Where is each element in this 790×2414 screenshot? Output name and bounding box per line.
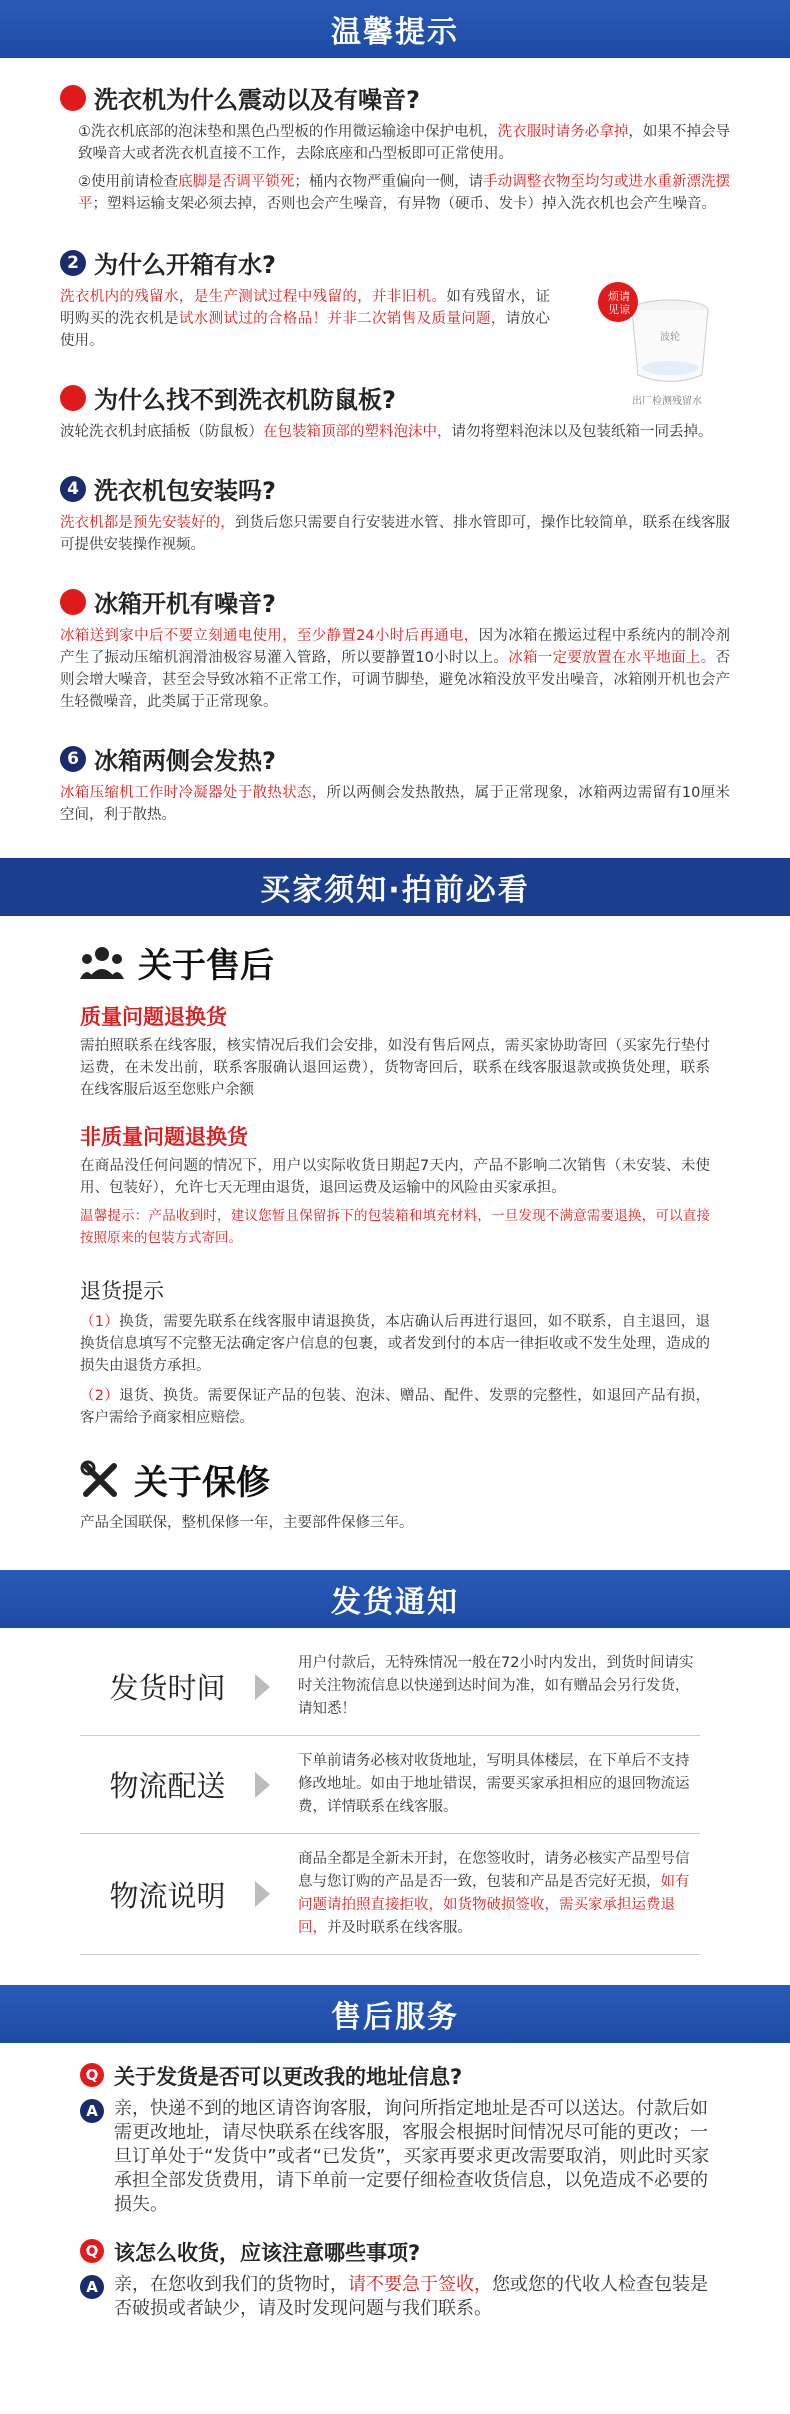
- highlight: 底脚是否调平锁死: [178, 174, 295, 190]
- text: ，如果不掉会导致噪音大或者洗衣机直接不工作，去除底座和凸型板即可正常使用。: [78, 124, 731, 162]
- shipping-label: 发货时间: [109, 1671, 226, 1705]
- text: 并及时联系在线客服。: [327, 1920, 472, 1936]
- shipping-text: 下单前请务必核对收货地址，写明具体楼层，在下单后不支持修改地址。如由于地址错误，需要买家承担相应的退回物流运费，详情联系在线客服。: [298, 1753, 690, 1815]
- residual-water-illustration: [590, 280, 730, 410]
- non-quality-return-text: 在商品没任何问题的情况下，用户以实际收货日期起7天内，产品不影响二次销售（未安装、未使用、包装好），允许七天无理由退货，退回运费及运输中的风险由买家承担。: [80, 1158, 710, 1196]
- shipping-time-row: [80, 1638, 700, 1736]
- aftersale-banner-title: 售后服务: [331, 2000, 459, 2035]
- text: ；塑料运输支架必须去掉，否则也会产生噪音，有异物（硬币、发卡）掉入洗衣机也会产生噪音。: [92, 196, 716, 212]
- tank-caption: 出厂检测残留水: [632, 396, 702, 407]
- answer-text: [114, 2273, 710, 2321]
- text: 到货后您只需要自行安装进水管、排水管即可，操作比较简单，联系在线客服可提供安装操作视频。: [60, 515, 731, 553]
- shipping-text: 用户付款后，无特殊情况一般在72小时内发出，到货时间请实时关注物流信息以快递到达时间为准，如有赠品会另行发货，请知悉！: [298, 1655, 694, 1717]
- highlight: 在包装箱顶部的塑料泡沫中，: [263, 424, 452, 440]
- highlight: 如有问题请拍照直接拒收，如货物破损签收，需买家承担运费退回，: [298, 1874, 690, 1936]
- faq-answer: [80, 2273, 710, 2321]
- after-sales-title: 关于售后: [138, 946, 274, 986]
- buyer-banner: [0, 858, 790, 916]
- tip-5-para: [60, 625, 730, 713]
- text: 请放心使用。: [60, 311, 550, 349]
- tip-1-para-2: [60, 171, 730, 215]
- highlight: 手动调整衣物至均匀或进水重新漂洗摆平: [78, 174, 731, 212]
- text: 否则会增大噪音，甚至会导致冰箱不正常工作，可调节脚垫，避免冰箱没放平发出噪音，冰箱刚开机也会产生轻微噪音，此类属于正常现象。: [60, 650, 730, 710]
- faq-question: [80, 2237, 710, 2267]
- aftersale-banner: [0, 1985, 790, 2043]
- tank-label: 波轮: [660, 332, 680, 343]
- tips-section: [0, 80, 790, 826]
- number-badge: 3: [60, 385, 86, 411]
- tip-title-text: 为什么找不到洗衣机防鼠板?: [94, 386, 396, 414]
- faq-section: [0, 2061, 790, 2321]
- people-icon: [80, 945, 124, 981]
- arrow-icon: [255, 1674, 270, 1700]
- tip-6-para: [60, 782, 730, 826]
- shipping-text: [298, 1848, 700, 1940]
- text: 因为冰箱在搬运过程中系统内的制冷剂产生了振动压缩机润滑油极容易灌入管路，所以要静置10小时以上。: [60, 628, 731, 666]
- tip-title-text: 冰箱两侧会发热?: [94, 747, 276, 775]
- answer-text: 亲，快递不到的地区请咨询客服，询问所指定地址是否可以送达。付款后如需更改地址，请尽快联系在线客服，客服会根据时间情况尽可能的更改；一旦订单处于“发货中”或者“已发货”，买家再要求更改需要取消，则此时买家承担全部发货费用，请下单前一定要仔细检查收货信息，以免造成不必要的损失。: [114, 2098, 710, 2215]
- tip-6-title: [60, 741, 730, 776]
- tip-1-para-1: [60, 121, 730, 165]
- faq-question: [80, 2061, 710, 2091]
- text: ②使用前请检查: [78, 174, 179, 190]
- tip-5-title: [60, 584, 730, 619]
- tip-title-text: 洗衣机包安装吗?: [94, 477, 276, 505]
- return-warm-tip: 温馨提示：产品收到时，建议您暂且保留拆下的包装箱和填充材料，一旦发现不满意需要退换，可以直接按照原来的包装方式寄回。: [80, 1208, 710, 1246]
- quality-return-heading: 质量问题退换货: [80, 1005, 227, 1029]
- tip-1: [60, 80, 730, 215]
- highlight: 洗衣机都是预先安装好的，: [60, 515, 235, 531]
- number-badge: 1: [60, 85, 86, 111]
- rule-number: （2）: [80, 1388, 120, 1404]
- tip-3-para: [60, 421, 730, 443]
- text: 如有残留水，证明购买的洗衣机是: [60, 289, 550, 327]
- number-badge: 2: [60, 250, 86, 276]
- highlight: 洗衣机内的残留水，是生产测试过程中残留的，并非旧机。: [60, 289, 447, 305]
- warranty-text: 产品全国联保，整机保修一年，主要部件保修三年。: [80, 1515, 414, 1531]
- highlight: 冰箱一定要放置在水平地面上。: [508, 650, 716, 666]
- highlight: 冰箱压缩机工作时冷凝器处于散热状态，: [60, 785, 327, 801]
- warranty-title: 关于保修: [134, 1463, 270, 1503]
- number-badge: 6: [60, 746, 86, 772]
- non-quality-return-heading: 非质量问题退换货: [80, 1125, 248, 1149]
- wrench-screwdriver-icon: [80, 1460, 120, 1500]
- answer-icon: A: [80, 2275, 104, 2299]
- tip-1-title: [60, 80, 730, 115]
- tip-4: [60, 471, 730, 556]
- highlight: 冰箱送到家中后不要立刻通电使用，至少静置24小时后再通电，: [60, 628, 479, 644]
- arrow-icon: [255, 1772, 270, 1798]
- rule-number: （1）: [80, 1314, 120, 1330]
- answer-icon: A: [80, 2099, 104, 2123]
- text: 您或您的代收人检查包装是否破损或者缺少，请及时发现问题与我们联系。: [114, 2274, 708, 2319]
- buyer-banner-title: 买家须知·拍前必看: [260, 873, 530, 908]
- tip-4-title: [60, 471, 730, 506]
- tip-6: [60, 741, 730, 826]
- bubble-text: 烦请见谅: [608, 290, 630, 316]
- quality-return-text: 需拍照联系在线客服，核实情况后我们会安排，如没有售后网点，需买家协助寄回（买家先行垫付运费，在未发出前，联系客服确认退回运费），货物寄回后，联系在线客服退款或换货处理，联系在线客服后返至您账户余额: [80, 1038, 710, 1098]
- logistics-delivery-row: [80, 1736, 700, 1834]
- question-text: 关于发货是否可以更改我的地址信息?: [114, 2065, 463, 2089]
- question-icon: Q: [80, 2063, 104, 2087]
- after-sales-heading: [80, 938, 710, 987]
- text: 所以两侧会发热散热，属于正常现象，冰箱两边需留有10厘米空间，利于散热。: [60, 785, 731, 823]
- tips-banner: [0, 0, 790, 58]
- text: ；桶内衣物严重偏向一侧，请: [294, 174, 484, 190]
- shipping-section: [0, 1628, 790, 1985]
- shipping-banner-title: 发货通知: [331, 1585, 459, 1620]
- text: 亲，在您收到我们的货物时，: [114, 2274, 348, 2295]
- tips-banner-title: 温馨提示: [331, 15, 459, 50]
- text: 商品全都是全新未开封，在您签收时，请务必核实产品型号信息与您订购的产品是否一致，包装和产品是否完好无损，: [298, 1851, 690, 1890]
- number-badge: 5: [60, 589, 86, 615]
- faq-answer: [80, 2097, 710, 2217]
- tip-4-para: [60, 512, 730, 556]
- return-rule-1: [80, 1311, 710, 1377]
- tip-2-title: [60, 245, 730, 280]
- text: 波轮洗衣机封底插板（防鼠板）: [60, 424, 263, 440]
- tip-title-text: 洗衣机为什么震动以及有噪音?: [94, 86, 420, 114]
- highlight: 请不要急于签收，: [348, 2274, 492, 2295]
- tip-5: [60, 584, 730, 713]
- question-text: 该怎么收货，应该注意哪些事项?: [114, 2241, 421, 2265]
- text: ①洗衣机底部的泡沫垫和黑色凸型板的作用微运输途中保护电机，: [78, 124, 498, 140]
- arrow-icon: [255, 1881, 270, 1907]
- return-notes-heading: 退货提示: [80, 1279, 164, 1303]
- logistics-notes-row: [80, 1834, 700, 1955]
- tip-2-para: [60, 286, 550, 352]
- warranty-heading: [80, 1455, 710, 1504]
- faq-item-1: [80, 2061, 710, 2217]
- number-badge: 4: [60, 476, 86, 502]
- highlight: 洗衣服时请务必拿掉: [497, 124, 629, 140]
- text: 请勿将塑料泡沫以及包装纸箱一同丢掉。: [451, 424, 713, 440]
- faq-item-2: [80, 2237, 710, 2321]
- shipping-banner: [0, 1570, 790, 1628]
- text: 退货、换货。需要保证产品的包装、泡沫、赠品、配件、发票的完整性，如退回产品有损，客户需给予商家相应赔偿。: [80, 1388, 710, 1426]
- buyer-section: [0, 938, 790, 1534]
- shipping-label: 物流说明: [109, 1878, 226, 1913]
- highlight: 试水测试过的合格品！并非二次销售及质量问题，: [178, 311, 506, 327]
- return-rule-2: [80, 1385, 710, 1429]
- tip-title-text: 为什么开箱有水?: [94, 251, 276, 279]
- question-icon: Q: [80, 2239, 104, 2263]
- text: 换货，需要先联系在线客服申请退换货，本店确认后再进行退回，如不联系，自主退回，退换货信息填写不完整无法确定客户信息的包裹，或者发到付的本店一律拒收或不发生处理，造成的损失由退货方承担。: [80, 1314, 710, 1374]
- shipping-label: 物流配送: [109, 1769, 226, 1803]
- tip-title-text: 冰箱开机有噪音?: [94, 590, 276, 618]
